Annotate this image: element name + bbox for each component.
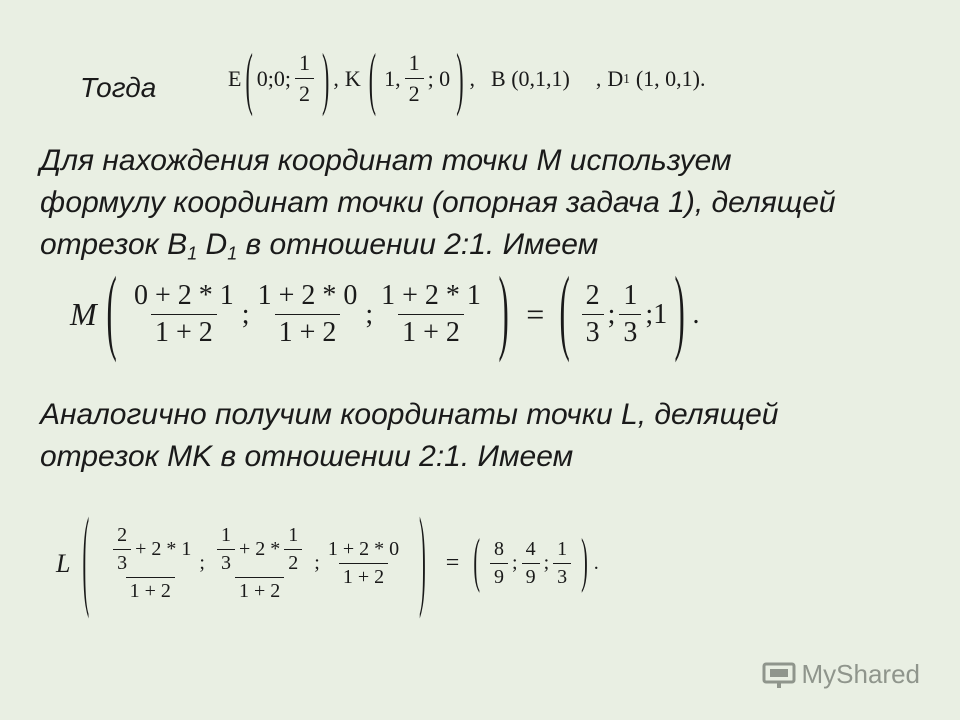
paren-close: ) <box>322 36 330 117</box>
equals-sign: = <box>445 550 460 576</box>
fraction-numerator: 1 + 2 * 1 <box>381 280 481 311</box>
text-segment: отрезок B <box>40 228 188 261</box>
point-k-coords: 1, <box>384 65 401 91</box>
fraction-denominator: 3 <box>113 549 131 575</box>
separator: , <box>469 65 476 91</box>
paragraph-line: отрезок MK в отношении 2:1. Имеем <box>40 440 574 473</box>
paren-open: ( <box>559 260 571 366</box>
fraction <box>324 538 403 589</box>
fraction-numerator: 1 <box>623 280 638 311</box>
paragraph-2 <box>40 394 779 478</box>
fraction-denominator: 3 <box>582 314 604 349</box>
fraction <box>619 280 641 349</box>
paragraph-line <box>40 224 836 274</box>
paren-close: ) <box>498 260 509 366</box>
point-d-label: D <box>607 65 624 91</box>
separator: ; <box>365 298 374 330</box>
fraction <box>130 280 238 349</box>
fraction-numerator: 1 <box>220 524 231 546</box>
fraction-numerator: 1 <box>288 524 299 546</box>
paren-open: ( <box>245 36 253 117</box>
fraction <box>582 280 604 349</box>
fraction-numerator: 4 <box>525 538 536 560</box>
fraction <box>377 280 485 349</box>
fraction-numerator: 1 <box>408 50 420 75</box>
fraction-numerator: 1 + 2 * 0 <box>327 538 400 560</box>
period: . <box>593 552 599 574</box>
fraction <box>490 538 508 589</box>
fraction-denominator: 9 <box>522 563 540 589</box>
point-k-label: K <box>344 65 361 91</box>
point-d-subscript: 1 <box>623 70 630 86</box>
point-d-coords: (1, 0,1). <box>635 65 706 91</box>
fraction-numerator: 1 <box>557 538 568 560</box>
equals-sign: = <box>526 296 545 332</box>
fraction-numerator: 8 <box>494 538 504 560</box>
fraction-numerator: 1 <box>299 50 311 75</box>
expression: + 2 * 1 <box>135 538 192 560</box>
fraction <box>522 538 540 589</box>
paragraph-line: формулу координат точки (опорная задача 1), делящей <box>40 186 836 219</box>
point-b: B (0,1,1) <box>491 65 570 91</box>
paragraph-line: Аналогично получим координаты точки L, делящей <box>40 398 779 431</box>
separator: ; <box>512 552 518 574</box>
paragraph-line: Для нахождения координат точки М используем <box>40 144 732 177</box>
fraction-denominator: 1 + 2 <box>275 314 341 349</box>
fraction-denominator: 3 <box>619 314 641 349</box>
coordinate-value: ;1 <box>645 298 668 330</box>
fraction <box>113 524 131 575</box>
separator: , <box>595 65 602 91</box>
fraction-denominator: 1 + 2 <box>339 563 388 589</box>
paren-open: ( <box>473 529 480 595</box>
subscript: 1 <box>227 243 238 264</box>
separator: ; <box>607 298 616 330</box>
formula-l <box>56 499 599 623</box>
separator: ; <box>543 552 550 574</box>
paragraph-1 <box>40 140 836 274</box>
fraction <box>254 280 362 349</box>
period: . <box>692 298 700 330</box>
fraction-denominator: 1 + 2 <box>235 577 284 603</box>
point-k-coords-tail: ; 0 <box>427 65 451 91</box>
watermark-text: MyShared <box>801 659 920 689</box>
point-e-coords: 0;0; <box>256 65 292 91</box>
formula-l-label: L <box>56 548 71 578</box>
watermark-logo <box>762 659 921 690</box>
intro-label: Тогда <box>80 72 157 103</box>
fraction-denominator: 3 <box>217 549 235 575</box>
fraction-numerator: 1 + 2 * 0 <box>257 280 358 311</box>
fraction-numerator <box>105 524 195 577</box>
formula-m <box>70 260 700 366</box>
text-segment: в отношении 2:1. Имеем <box>237 228 599 261</box>
fraction-numerator: 2 <box>585 280 600 311</box>
presentation-icon <box>762 660 796 690</box>
fraction-denominator: 1 + 2 <box>151 314 217 349</box>
paren-close: ) <box>456 36 464 117</box>
separator: , <box>333 65 339 91</box>
fraction-denominator: 9 <box>490 563 508 589</box>
points-formula <box>228 36 706 117</box>
fraction-numerator <box>209 524 310 577</box>
fraction <box>217 524 235 575</box>
separator: ; <box>199 552 205 574</box>
fraction-denominator: 2 <box>295 78 314 107</box>
text-segment: D <box>197 228 228 261</box>
fraction <box>105 524 195 603</box>
point-k-fraction <box>405 50 424 107</box>
paren-close: ) <box>674 260 685 366</box>
formula-m-label: M <box>70 296 97 332</box>
fraction-denominator: 1 + 2 <box>126 577 175 603</box>
paren-close: ) <box>419 499 426 623</box>
separator: ; <box>314 552 320 574</box>
paren-open: ( <box>82 499 90 623</box>
paren-open: ( <box>106 260 117 366</box>
fraction-numerator: 2 <box>117 524 128 546</box>
fraction-numerator: 0 + 2 * 1 <box>133 280 234 311</box>
separator: ; <box>241 298 250 330</box>
fraction <box>553 538 571 589</box>
point-e-fraction <box>295 50 314 107</box>
paren-close: ) <box>581 529 588 595</box>
fraction <box>284 524 302 575</box>
fraction-denominator: 2 <box>405 78 424 107</box>
fraction <box>209 524 310 603</box>
fraction-denominator: 2 <box>284 549 302 575</box>
fraction-denominator: 3 <box>553 563 571 589</box>
point-e-label: E <box>228 65 242 91</box>
expression: + 2 * <box>238 538 281 560</box>
paren-open: ( <box>368 36 377 117</box>
fraction-denominator: 1 + 2 <box>398 314 464 349</box>
subscript: 1 <box>187 243 198 264</box>
